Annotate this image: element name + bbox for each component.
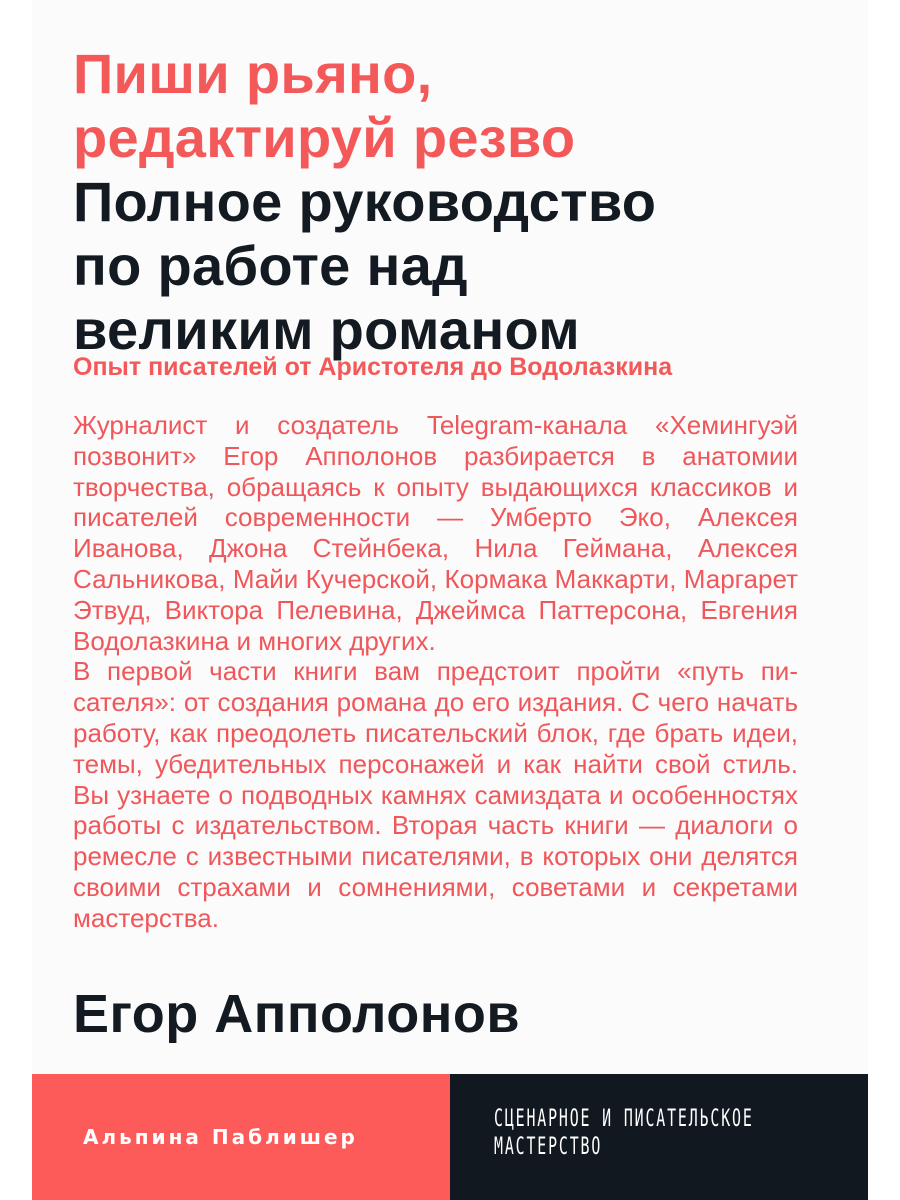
description-paragraph: Журналист и создатель Telegram-канала «Хемингуэй позвонит» Егор Апполонов разбирается в анатомии творчества, обращаясь к опыту выдающихся классиков и писателей современности — Умберто Эко, Алексея Иванова, Джона Стейнбека, Нила Геймана, Алексея Сальникова, Майи Кучерской, Кормака Маккарти, Маргарет Этвуд, Виктора Пелевина, Джеймса Паттерсона, Евгения Водолазкина и многих других. (73, 410, 798, 656)
book-subtitle: Опыт писателей от Аристотеля до Водолазкина (73, 353, 673, 381)
title-line: Пиши рьяно, (73, 42, 433, 105)
publisher-logo: Альпина Паблишер (83, 1125, 358, 1149)
title-line: редактируй резво (73, 106, 576, 169)
book-title (73, 42, 813, 170)
series-name (494, 1104, 754, 1160)
book-description (73, 410, 798, 934)
book-secondary-title (73, 170, 833, 362)
title-line: великим романом (73, 298, 580, 361)
title-line: Полное руководство (73, 170, 657, 233)
title-line: по работе над (73, 234, 468, 297)
series-line: СЦЕНАРНОЕ И ПИСАТЕЛЬСКОЕ (494, 1104, 754, 1132)
series-line: МАСТЕРСТВО (494, 1132, 603, 1160)
author-name: Егор Апполонов (73, 984, 521, 1044)
description-paragraph: В первой части книги вам предстоит пройти «путь писателя»: от создания романа до его издания. С чего начать работу, как преодолеть писательский блок, где брать идеи, темы, убедительных персонажей и как найти свой стиль. Вы узнаете о подводных камнях самиздата и особенностях работы с издательством. Вторая часть книги — диалоги о ремесле с известными писателями, в которых они делятся своими страхами и сомнениями, советами и секретами мастерства. (73, 656, 798, 933)
